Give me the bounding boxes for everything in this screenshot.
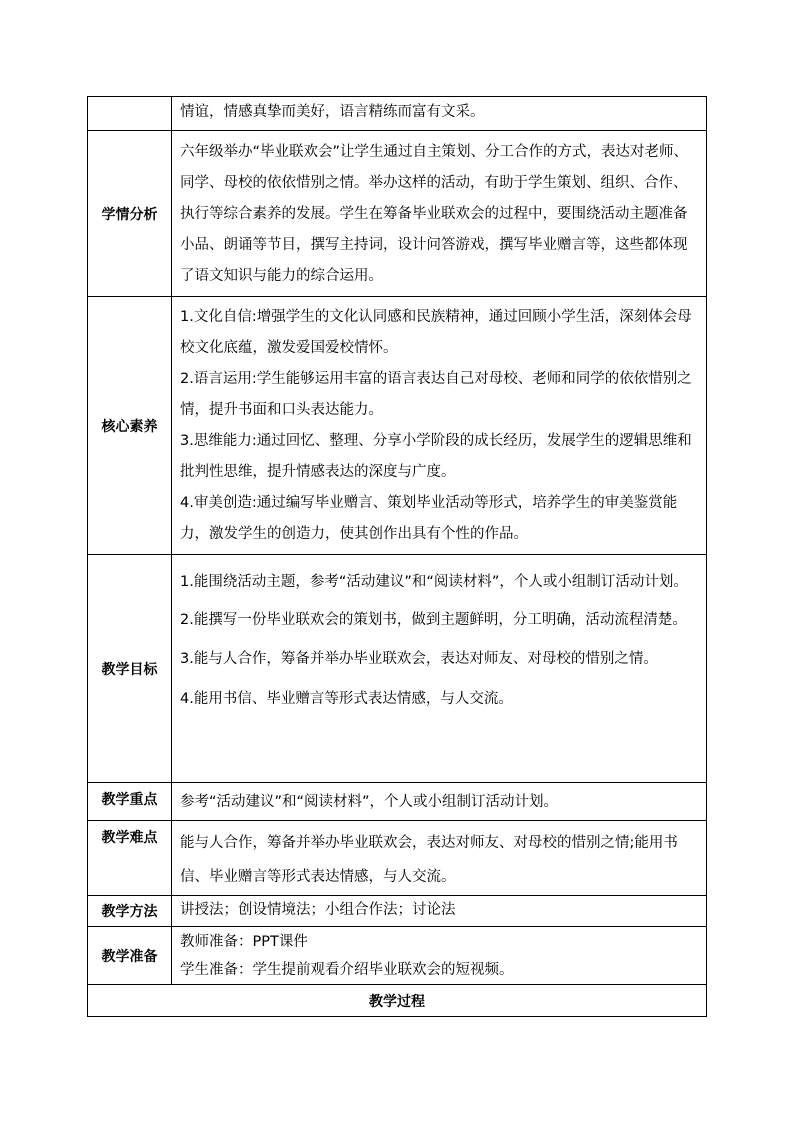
paragraph: 学生准备：学生提前观看介绍毕业联欢会的短视频。: [180, 962, 514, 978]
row-content: [172, 927, 707, 985]
row-content: [172, 297, 707, 555]
table-row: [88, 821, 707, 896]
row-content: [172, 896, 707, 927]
paragraph: 4.审美创造:通过编写毕业赠言、策划毕业活动等形式，培养学生的审美鉴赏能力，激发学生的创造力，使其创作出具有个性的作品。: [180, 495, 678, 542]
row-content: [172, 131, 707, 297]
row-content: [172, 555, 707, 783]
paragraph: 教师准备：PPT课件: [180, 934, 308, 950]
row-label: 教学目标: [88, 555, 172, 783]
table-row: [88, 783, 707, 821]
row-label: 教学难点: [88, 821, 172, 896]
table-row: [88, 97, 707, 131]
row-label: 学情分析: [88, 131, 172, 297]
row-content: [172, 97, 707, 131]
paragraph: 2.能撰写一份毕业联欢会的策划书，做到主题鲜明，分工明确，活动流程清楚。: [180, 612, 687, 628]
row-label: 教学准备: [88, 927, 172, 985]
table-row: [88, 896, 707, 927]
table-row: [88, 927, 707, 985]
table-row: [88, 985, 707, 1017]
row-label: 教学方法: [88, 896, 172, 927]
paragraph: 1.能围绕活动主题，参考“活动建议”和“阅读材料”，个人或小组制订活动计划。: [180, 574, 688, 590]
paragraph: 1.文化自信:增强学生的文化认同感和民族精神，通过回顾小学生活，深刻体会母校文化底蕴，激发爱国爱校情怀。: [180, 309, 692, 356]
table-row: [88, 131, 707, 297]
table-row: [88, 555, 707, 783]
paragraph: 六年级举办“毕业联欢会”让学生通过自主策划、分工合作的方式，表达对老师、同学、母校的依依惜别之情。举办这样的活动，有助于学生策划、组织、合作、执行等综合素养的发展。学生在筹备毕业联欢会的过程中，要围绕活动主题准备小品、朗诵等节目，撰写主持词，设计问答游戏，撰写毕业赠言等，这些都体现了语文知识与能力的综合运用。: [180, 144, 689, 284]
lesson-plan-table: [87, 96, 707, 1017]
paragraph: 讲授法；创设情境法；小组合作法；讨论法: [180, 902, 456, 918]
row-label: 核心素养: [88, 297, 172, 555]
paragraph: 情谊，情感真挚而美好，语言精练而富有文采。: [180, 104, 485, 120]
paragraph: 2.语言运用:学生能够运用丰富的语言表达自己对母校、老师和同学的依依惜别之情，提升书面和口头表达能力。: [180, 371, 692, 418]
paragraph: 能与人合作，筹备并举办毕业联欢会，表达对师友、对母校的惜别之情;能用书信、毕业赠言等形式表达情感，与人交流。: [180, 835, 678, 885]
row-label: [88, 97, 172, 131]
row-label: 教学重点: [88, 783, 172, 821]
row-content: [172, 783, 707, 821]
section-header: 教学过程: [88, 985, 707, 1017]
row-content: [172, 821, 707, 896]
paragraph: 4.能用书信、毕业赠言等形式表达情感，与人交流。: [180, 691, 513, 707]
paragraph: 3.能与人合作，筹备并举办毕业联欢会，表达对师友、对母校的惜别之情。: [180, 651, 658, 667]
paragraph: 参考“活动建议”和“阅读材料”，个人或小组制订活动计划。: [180, 794, 559, 810]
table-row: [88, 297, 707, 555]
paragraph: 3.思维能力:通过回忆、整理、分享小学阶段的成长经历，发展学生的逻辑思维和批判性思维，提升情感表达的深度与广度。: [180, 433, 692, 480]
